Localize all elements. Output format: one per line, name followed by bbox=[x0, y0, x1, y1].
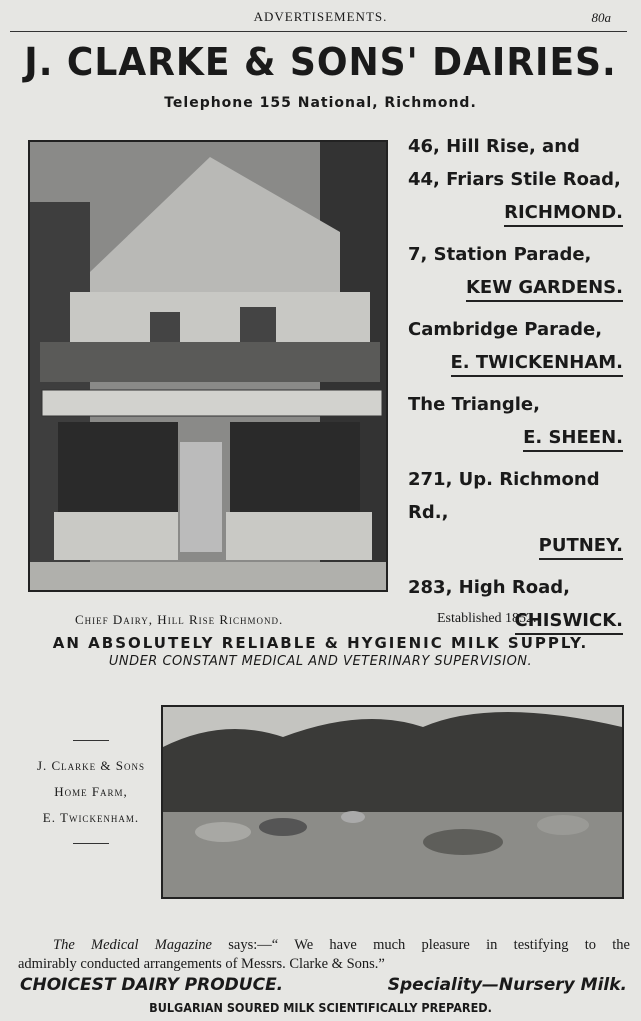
divider bbox=[73, 740, 109, 741]
subheadline: UNDER CONSTANT MEDICAL AND VETERINARY SUPERVISION. bbox=[108, 654, 533, 669]
farm-label bbox=[20, 740, 162, 844]
address-town: E. TWICKENHAM. bbox=[451, 352, 624, 377]
farm-line: J. Clarke & Sons bbox=[36, 758, 146, 773]
address-kew bbox=[408, 238, 623, 304]
address-town: RICHMOND. bbox=[504, 202, 623, 227]
headline: AN ABSOLUTELY RELIABLE & HYGIENIC MILK SUPPLY. bbox=[52, 634, 589, 652]
address-line: 46, Hill Rise, and bbox=[408, 136, 580, 157]
page-title: J. CLARKE & SONS' DAIRIES. bbox=[24, 40, 617, 84]
address-town: E. SHEEN. bbox=[523, 427, 623, 452]
farm-line: E. Twickenham. bbox=[42, 810, 140, 825]
quote-text: admirably conducted arrangements of Messrs. Clarke & Sons.” bbox=[18, 956, 385, 972]
address-line: 7, Station Parade, bbox=[408, 244, 592, 265]
running-head: ADVERTISEMENTS. bbox=[253, 9, 388, 24]
address-town: KEW GARDENS. bbox=[466, 277, 623, 302]
established: Established 1852. bbox=[437, 611, 537, 626]
address-sheen bbox=[408, 388, 623, 454]
header-rule bbox=[10, 31, 627, 32]
address-line: The Triangle, bbox=[408, 394, 540, 415]
quote-text: says:—“ We have much pleasure in testifying to the bbox=[211, 937, 630, 953]
telephone: Telephone 155 National, Richmond. bbox=[164, 95, 477, 111]
quote-source: The Medical Magazine bbox=[53, 937, 212, 953]
bulgarian-milk: BULGARIAN SOURED MILK SCIENTIFICALLY PREPARED. bbox=[149, 1000, 492, 1015]
address-town: PUTNEY. bbox=[539, 535, 623, 560]
farm-line: Home Farm, bbox=[54, 784, 128, 799]
address-line: 271, Up. Richmond Rd., bbox=[408, 469, 600, 523]
choicest-produce: CHOICEST DAIRY PRODUCE. bbox=[20, 975, 284, 995]
address-town: CHISWICK. bbox=[515, 610, 623, 635]
testimonial bbox=[18, 936, 630, 974]
address-twickenham bbox=[408, 313, 623, 379]
divider bbox=[73, 843, 109, 844]
shop-photo bbox=[28, 140, 388, 592]
address-putney bbox=[408, 463, 623, 562]
farm-photo bbox=[161, 705, 624, 899]
shop-photo-caption: Chief Dairy, Hill Rise Richmond. bbox=[75, 612, 284, 627]
address-line: 283, High Road, bbox=[408, 577, 570, 598]
address-chiswick bbox=[408, 571, 623, 637]
page-number: 80a bbox=[591, 10, 611, 25]
address-line: 44, Friars Stile Road, bbox=[408, 169, 621, 190]
address-richmond bbox=[408, 130, 623, 229]
branch-addresses bbox=[408, 130, 623, 646]
address-line: Cambridge Parade, bbox=[408, 319, 603, 340]
speciality: Speciality—Nursery Milk. bbox=[387, 975, 627, 995]
